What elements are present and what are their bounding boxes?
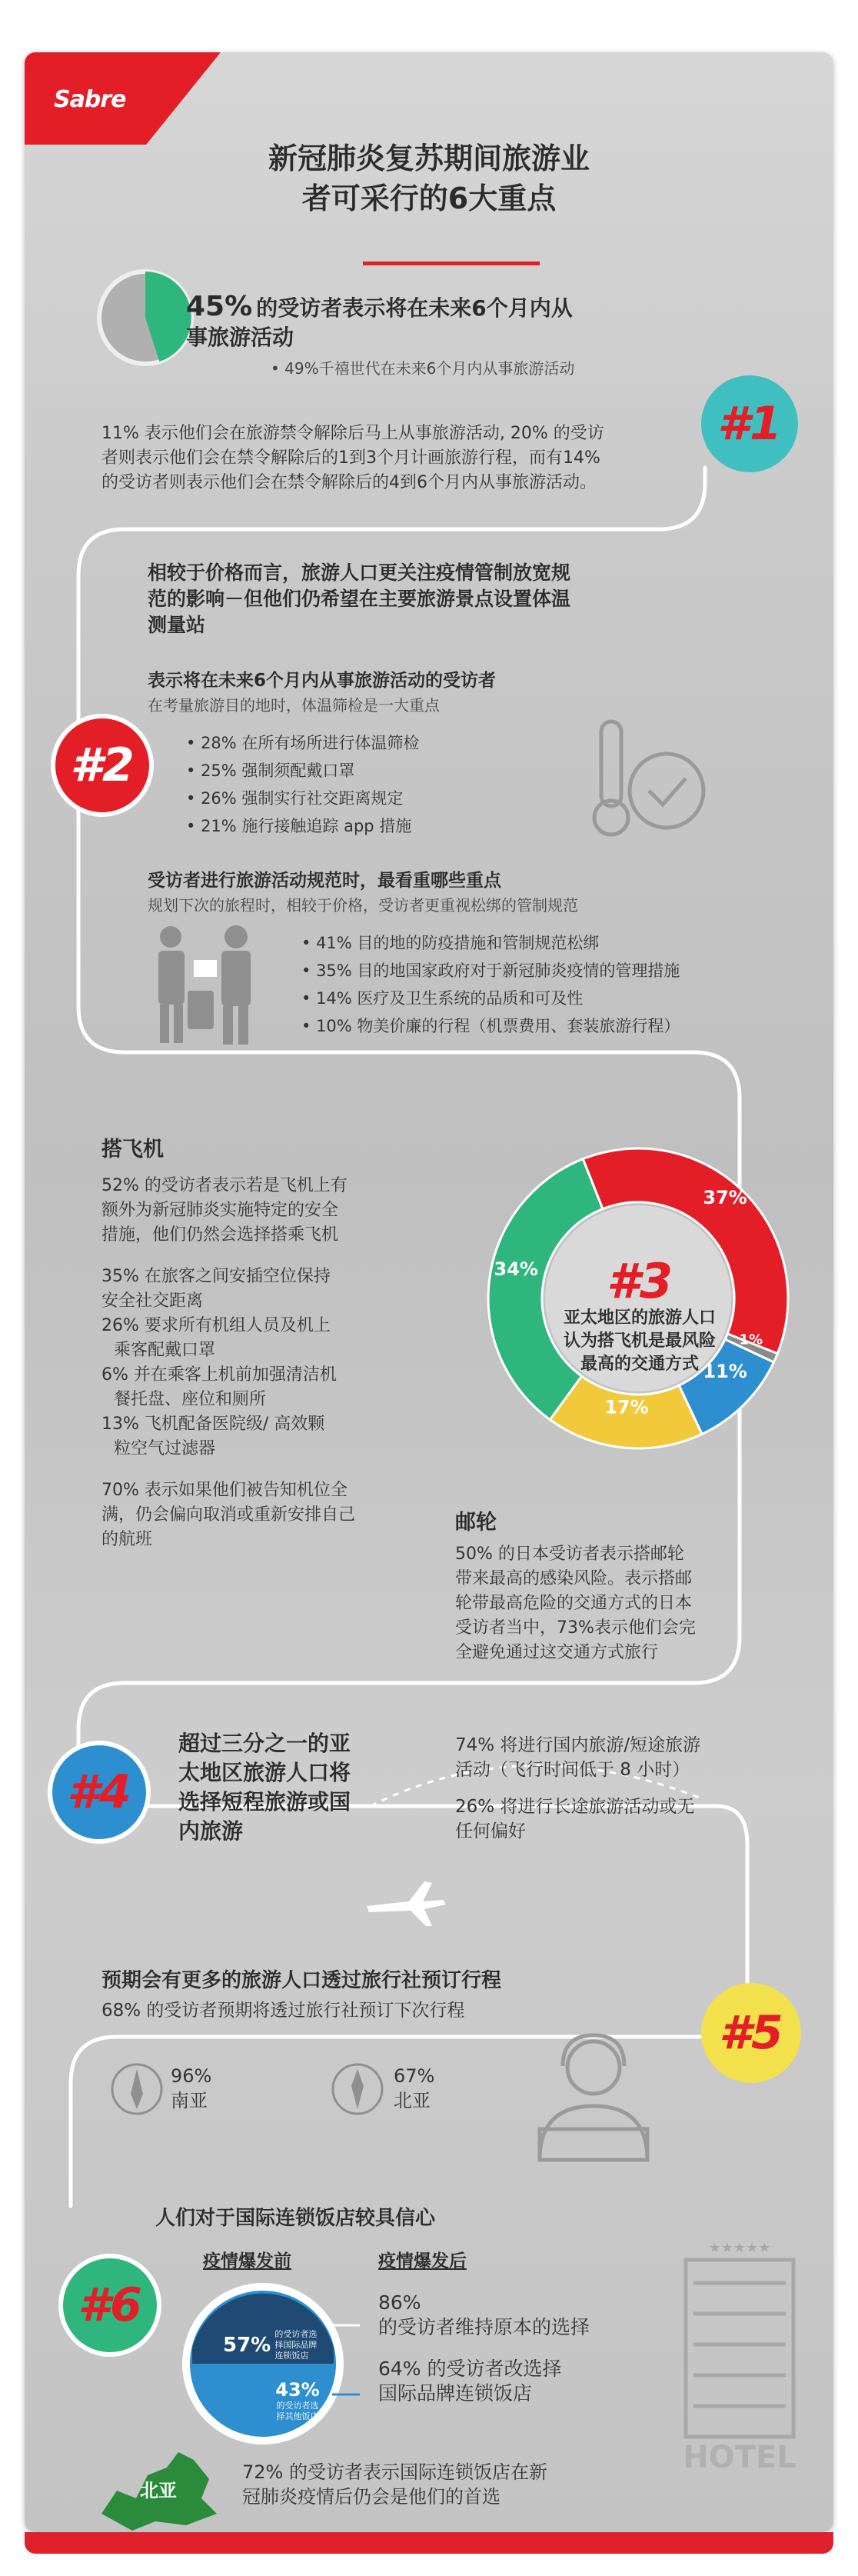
s2-block2 xyxy=(148,868,778,917)
foot-line: 冠肺炎疫情后仍会是他们的首选 xyxy=(242,2486,500,2508)
title-line-1: 新冠肺炎复苏期间旅游业 xyxy=(268,142,590,175)
s6-after-block xyxy=(378,2291,701,2406)
s1-paragraph xyxy=(101,422,732,495)
s1-para-line-2: 者则表示他们会在禁令解除后的1到3个月计画旅游行程，而有14% xyxy=(101,448,600,468)
s2-headline-3: 测量站 xyxy=(148,614,206,636)
list-item: • 25% 强制须配戴口罩 xyxy=(186,757,617,785)
cruise-line: 50% 的日本受访者表示搭邮轮 xyxy=(455,1545,684,1564)
s2-sub2-title: 受访者进行旅游活动规范时，最看重哪些重点 xyxy=(148,871,501,891)
donut-center-line-2: 认为搭飞机是最风险 xyxy=(563,1331,716,1351)
s3-cruise-block xyxy=(455,1510,763,1665)
s2-block1 xyxy=(148,668,732,717)
list-item: • 10% 物美价廉的行程（机票费用、套装旅游行程） xyxy=(301,1012,793,1040)
s5-south xyxy=(171,2064,211,2113)
s4-headline-line: 超过三分之一的亚 xyxy=(178,1731,351,1756)
svg-text:★★★★★: ★★★★★ xyxy=(708,2240,771,2256)
south-pct: 96% xyxy=(171,2065,212,2087)
s4-r2-line: 任何偏好 xyxy=(455,1821,526,1841)
s4-headline xyxy=(178,1729,424,1846)
hotel-label: HOTEL xyxy=(683,2440,796,2475)
title-line-2: 者可采行的6大重点 xyxy=(301,182,557,215)
s5-headline: 预期会有更多的旅游人口透过旅行社预订行程 xyxy=(101,1969,502,1992)
s6-headline: 人们对于国际连锁饭店较具信心 xyxy=(155,2207,436,2230)
donut-label-1: 1% xyxy=(739,1331,763,1348)
s4-headline-line: 太地区旅游人口将 xyxy=(178,1760,351,1785)
cruise-title: 邮轮 xyxy=(455,1511,497,1535)
c2-desc: 的受访者选 xyxy=(276,2401,319,2411)
bottom-bar xyxy=(25,2532,833,2554)
travelers-icon xyxy=(140,921,286,1052)
plane-title: 搭飞机 xyxy=(101,1138,164,1161)
s4-r1-line: 活动（飞行时间低于 8 小时） xyxy=(455,1760,690,1780)
c2-block xyxy=(248,2379,348,2422)
pie-45-icon xyxy=(95,268,195,368)
s1-headline-b: 事旅游活动 xyxy=(186,325,294,350)
plane-item: 6% 并在乘客上机前加强清洁机 xyxy=(101,1365,337,1385)
donut-label-2: 11% xyxy=(703,1361,747,1383)
s5-header xyxy=(101,1968,701,2023)
s1-para-line-3: 的受访者则表示他们会在禁令解除后的4到6个月内从事旅游活动。 xyxy=(101,473,597,492)
agent-icon xyxy=(524,2029,663,2168)
s2-headline xyxy=(148,560,778,638)
badge-6: #6 xyxy=(58,2254,161,2357)
hotel-icon xyxy=(663,2237,816,2475)
after-label: 疫情爆发后 xyxy=(378,2251,467,2271)
s4-r1-line: 74% 将进行国内旅游/短途旅游 xyxy=(455,1735,701,1755)
north-label: 北亚 xyxy=(394,2090,431,2111)
s2-list2 xyxy=(301,929,793,1040)
plane-item: 粒空气过滤器 xyxy=(114,1439,216,1458)
s2-list1 xyxy=(186,729,617,840)
badge-5: #5 xyxy=(701,1983,801,2083)
c1-pct: 57% xyxy=(223,2334,271,2357)
donut-center-line-1: 亚太地区的旅游人口 xyxy=(563,1308,716,1328)
s2-sub1-desc: 在考量旅游目的地时，体温筛检是一大重点 xyxy=(148,696,440,715)
a2-line: 国际品牌连锁饭店 xyxy=(378,2382,533,2404)
s2-sub1-title: 表示将在未来6个月内从事旅游活动的受访者 xyxy=(148,671,497,691)
c2-desc: 择其他饭店 xyxy=(276,2411,319,2421)
s2-headline-1: 相较于价格而言，旅游人口更关注疫情管制放宽规 xyxy=(148,562,571,584)
plane-p2-line: 安全社交距离 xyxy=(101,1291,204,1311)
badge-2: #2 xyxy=(51,714,154,817)
list-item: • 14% 医疗及卫生系统的品质和可及性 xyxy=(301,985,793,1012)
region-label: 北亚 xyxy=(140,2480,177,2501)
plane-p3-line: 的航班 xyxy=(101,1530,153,1549)
s4-headline-line: 内旅游 xyxy=(178,1818,244,1844)
c1-block xyxy=(223,2329,369,2361)
compass-north-icon xyxy=(328,2060,387,2118)
donut-label-0: 37% xyxy=(703,1186,747,1208)
plane-p3-line: 满，仍会偏向取消或重新安排自己 xyxy=(101,1505,356,1525)
s3-plane-block xyxy=(101,1137,424,1552)
s1-para-line-1: 11% 表示他们会在旅游禁令解除后马上从事旅游活动, 20% 的受访 xyxy=(101,424,604,443)
list-item: • 41% 目的地的防疫措施和管制规范松绑 xyxy=(301,929,793,957)
badge-4: #4 xyxy=(48,1741,151,1844)
cruise-line: 受访者当中，73%表示他们会完 xyxy=(455,1618,696,1638)
s1-pct: 45% xyxy=(186,291,253,322)
plane-item: 26% 要求所有机组人员及机上 xyxy=(101,1316,331,1335)
donut-center xyxy=(536,1253,743,1376)
list-item: • 35% 目的地国家政府对于新冠肺炎疫情的管理措施 xyxy=(301,957,793,985)
badge-1: #1 xyxy=(701,375,798,472)
c1-desc: 连锁饭店 xyxy=(274,2351,309,2361)
c2-pct: 43% xyxy=(275,2379,320,2401)
donut-label-4: 34% xyxy=(494,1258,538,1280)
list-item: • 28% 在所有场所进行体温筛检 xyxy=(186,729,617,757)
south-label: 南亚 xyxy=(171,2090,208,2111)
plane-item: 餐托盘、座位和厕所 xyxy=(114,1390,267,1409)
a2-line: 64% 的受访者改选择 xyxy=(378,2358,562,2380)
a1-text: 的受访者维持原本的选择 xyxy=(378,2316,590,2338)
airplane-icon xyxy=(363,1875,447,1929)
s1-sub: • 49%千禧世代在未来6个月内从事旅游活动 xyxy=(271,359,575,378)
a1-pct: 86% xyxy=(378,2291,421,2314)
donut-label-3: 17% xyxy=(604,1396,649,1418)
s6-footer xyxy=(242,2460,719,2509)
sabre-logo: Sabre xyxy=(54,86,126,113)
plane-p1-line: 措施，他们仍然会选择搭乘飞机 xyxy=(101,1225,339,1245)
compass-south-icon xyxy=(108,2060,166,2118)
s1-headline xyxy=(186,292,678,380)
s2-headline-2: 范的影响－但他们仍希望在主要旅游景点设置体温 xyxy=(148,588,571,610)
cruise-line: 轮带最高危险的交通方式的日本 xyxy=(455,1594,693,1613)
list-item: • 21% 施行接触追踪 app 措施 xyxy=(186,812,617,840)
plane-item: 13% 飞机配备医院级/ 高效颗 xyxy=(101,1415,325,1434)
c1-desc: 的受访者选 xyxy=(274,2329,318,2339)
s5-north xyxy=(394,2064,434,2113)
cruise-line: 带来最高的感染风险。表示搭邮 xyxy=(455,1569,693,1588)
infographic-poster xyxy=(25,52,833,2532)
foot-line: 72% 的受访者表示国际连锁饭店在新 xyxy=(242,2461,547,2483)
plane-p1-line: 52% 的受访者表示若是飞机上有 xyxy=(101,1176,348,1195)
donut-center-line-3: 最高的交通方式 xyxy=(580,1355,699,1374)
list-item: • 26% 强制实行社交距离规定 xyxy=(186,785,617,812)
badge-3: #3 xyxy=(606,1253,673,1309)
s4-headline-line: 选择短程旅游或国 xyxy=(178,1789,351,1815)
s5-sub: 68% 的受访者预期将透过旅行社预订下次行程 xyxy=(101,2001,465,2021)
s4-r2-line: 26% 将进行长途旅游活动或无 xyxy=(455,1797,695,1817)
plane-p2-line: 35% 在旅客之间安插空位保持 xyxy=(101,1267,331,1286)
plane-p3-line: 70% 表示如果他们被告知机位全 xyxy=(101,1481,348,1500)
before-label: 疫情爆发前 xyxy=(203,2251,291,2271)
plane-p1-line: 额外为新冠肺炎实施特定的安全 xyxy=(101,1201,339,1220)
s1-headline-a: 的受访者表示将在未来6个月内从 xyxy=(256,295,573,321)
c1-desc: 择国际品牌 xyxy=(274,2340,318,2350)
north-pct: 67% xyxy=(394,2065,435,2087)
hotel-choice-pie xyxy=(178,2279,363,2464)
s4-right xyxy=(455,1733,809,1844)
plane-item: 乘客配戴口罩 xyxy=(114,1341,216,1360)
s2-sub2-desc: 规划下次的旅程时，相较于价格，受访者更重视松绑的管制规范 xyxy=(148,896,578,915)
cruise-line: 全避免通过这交通方式旅行 xyxy=(455,1643,659,1662)
thermometer-icon xyxy=(586,714,717,845)
